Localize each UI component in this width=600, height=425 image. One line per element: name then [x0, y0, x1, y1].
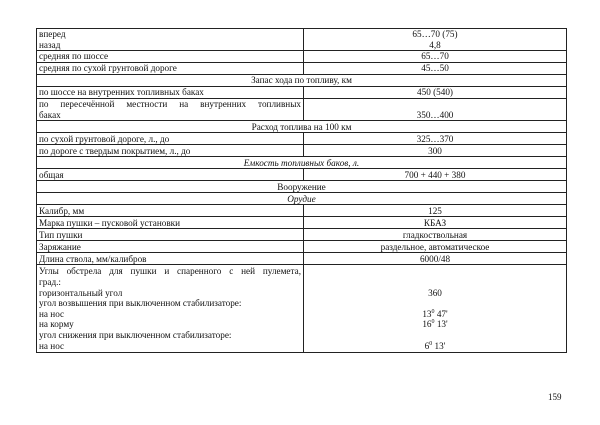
section-header-row	[37, 157, 567, 169]
section-range-title: Запас хода по топливу, км	[37, 75, 567, 87]
table-row	[37, 253, 567, 265]
row-label: по дороге с твердым покрытием, л., до	[37, 145, 304, 157]
section-header-row	[37, 121, 567, 133]
table-row	[37, 145, 567, 157]
table-row	[37, 99, 567, 121]
section-tanks-title: Емкость топливных баков, л.	[37, 157, 567, 169]
row-value: 65…70 (75) 4,8	[304, 29, 567, 51]
table-row	[37, 29, 567, 51]
row-value: 6000/48	[304, 253, 567, 265]
row-value: гладкоствольная	[304, 229, 567, 241]
section-armament-title: Вооружение	[37, 181, 567, 193]
row-value: 325…370	[304, 133, 567, 145]
row-label: Калибр, мм	[37, 205, 304, 217]
table-row	[37, 133, 567, 145]
section-gun-title: Орудие	[37, 193, 567, 205]
row-value: КБАЗ	[304, 217, 567, 229]
row-label: Длина ствола, мм/калибров	[37, 253, 304, 265]
section-header-row	[37, 75, 567, 87]
row-value: раздельное, автоматическое	[304, 241, 567, 253]
section-header-row	[37, 193, 567, 205]
bow-depression-value: $6^0$ 13'	[424, 340, 446, 351]
row-label: по пересечённой местности на внутренних топливных баках	[37, 99, 304, 121]
row-label: по шоссе на внутренних топливных баках	[37, 87, 304, 99]
angles-label: Углы обстрела для пушки и спаренного с ней пулемета, град.: горизонтальный угол угол возвышения при выключенном стабилизаторе: на нос на корму угол снижения при выключенном стабилизаторе: на нос	[37, 265, 304, 353]
row-value: 700 + 440 + 380	[304, 169, 567, 181]
row-value: 65…70	[304, 51, 567, 63]
section-header-row	[37, 181, 567, 193]
row-label: Тип пушки	[37, 229, 304, 241]
row-value: 125	[304, 205, 567, 217]
table-row	[37, 51, 567, 63]
row-label: средняя по сухой грунтовой дороге	[37, 63, 304, 75]
row-label: средняя по шоссе	[37, 51, 304, 63]
table-row	[37, 63, 567, 75]
row-label: Марка пушки – пусковой установки	[37, 217, 304, 229]
spec-table	[36, 28, 567, 353]
table-row	[37, 217, 567, 229]
row-label: по сухой грунтовой дороге, л., до	[37, 133, 304, 145]
row-value: 350…400	[304, 99, 567, 121]
row-label: общая	[37, 169, 304, 181]
stern-elevation-value: $16^0$ 13'	[422, 319, 448, 330]
page-number: 159	[548, 392, 562, 402]
bow-elevation-value: $13^0$ 47'	[422, 308, 448, 319]
table-row	[37, 205, 567, 217]
row-value: 45…50	[304, 63, 567, 75]
horizontal-angle-value: 360	[428, 287, 442, 298]
table-row	[37, 229, 567, 241]
row-value: 450 (540)	[304, 87, 567, 99]
row-value: 300	[304, 145, 567, 157]
section-consumption-title: Расход топлива на 100 км	[37, 121, 567, 133]
table-row	[37, 241, 567, 253]
row-label: вперед назад	[37, 29, 304, 51]
angles-values	[304, 265, 567, 353]
row-label: Заряжание	[37, 241, 304, 253]
table-row	[37, 169, 567, 181]
table-row	[37, 265, 567, 353]
table-row	[37, 87, 567, 99]
